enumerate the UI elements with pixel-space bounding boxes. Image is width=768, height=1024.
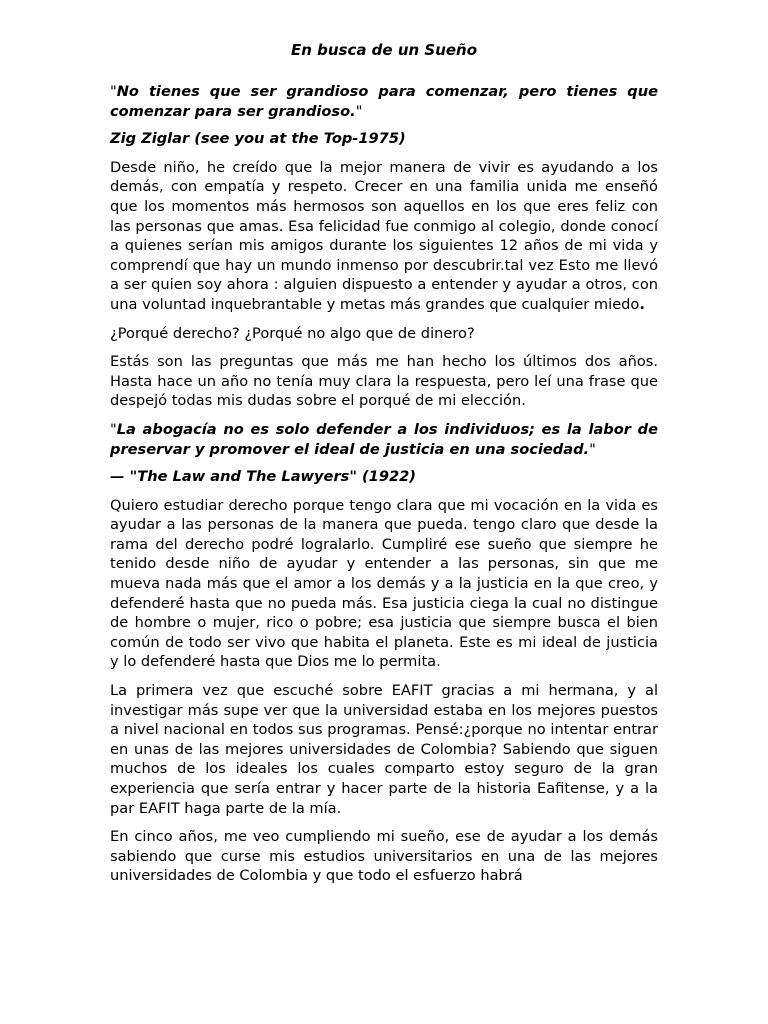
law-quote-attribution: — "The Law and The Lawyers" (1922) — [110, 468, 416, 486]
paragraph-future: En cinco años, me veo cumpliendo mi sueño, ese de ayudar a los demás sabiendo que curse mis estudios universitarios en una de las mejores universidades de Colombia y que todo el esfuerzo habrá — [110, 828, 658, 885]
paragraph-vocation: Quiero estudiar derecho porque tengo clara que mi vocación en la vida es ayudar a las personas de la manera que pueda. tengo claro que desde la rama del derecho podré logralarlo. Cumpliré ese sueño que siempre he tenido desde niño de ayudar y entender a las personas, sin que me mueva nada más que el amor a los demás y a la justicia en la que creo, y defenderé hasta que no pueda más. Esa justicia ciega la cual no distingue de hombre o mujer, rico o pobre; esa justicia que siempre busca el bien común de todo ser vivo que habita el planeta. Este es mi ideal de justicia y lo defenderé hasta que Dios me lo permita. — [110, 496, 658, 671]
paragraph-childhood — [110, 158, 658, 315]
law-quote — [110, 420, 658, 459]
paragraph-childhood-text: Desde niño, he creído que la mejor manera de vivir es ayudando a los demás, con empatía y respeto. Crecer en una familia unida me enseñó que los momentos más hermosos son aquellos en los que eres feliz con las personas que amas. Esa felicidad fue conmigo al colegio, donde conocí a quienes serían mis amigos durante los siguientes 12 años de mi vida y comprendí que hay un mundo inmenso por descubrir.tal vez Esto me llevó a ser quien soy ahora : alguien dispuesto a entender y ayudar a otros, con una voluntad inquebrantable y metas más grandes que cualquier miedo — [110, 158, 658, 313]
law-quote-text: La abogacía no es solo defender a los individuos; es la labor de preservar y promover el ideal de justicia en una sociedad. — [110, 420, 658, 458]
opening-quote-attribution: Zig Ziglar (see you at the Top-1975) — [110, 130, 406, 148]
quote-close-mark: " — [589, 440, 596, 458]
quote-open-mark: " — [110, 420, 117, 438]
opening-quote — [110, 82, 658, 121]
paragraph-childhood-period: . — [639, 295, 645, 313]
question-line: ¿Porqué derecho? ¿Porqué no algo que de dinero? — [110, 324, 475, 342]
quote-open-mark: " — [110, 83, 117, 100]
opening-quote-text: No tienes que ser grandioso para comenzar, pero tienes que comenzar para ser grandioso. — [110, 83, 658, 120]
quote-close-mark: " — [355, 102, 363, 120]
document-title: En busca de un Sueño — [290, 41, 478, 59]
paragraph-eafit: La primera vez que escuché sobre EAFIT gracias a mi hermana, y al investigar más supe ver que la universidad estaba en los mejores puestos a nivel nacional en todos sus programas. Pensé:¿porque no intentar entrar en unas de las mejores universidades de Colombia? Sabiendo que siguen muchos de los ideales los cuales comparto estoy seguro de la gran experiencia que sería entrar y hacer parte de la historia Eafitense, y a la par EAFIT haga parte de la mía. — [110, 682, 658, 817]
paragraph-questions: Estás son las preguntas que más me han hecho los últimos dos años. Hasta hace un año no tenía muy clara la respuesta, pero leí una frase que despejó todas mis dudas sobre el porqué de mi elección. — [110, 353, 658, 410]
